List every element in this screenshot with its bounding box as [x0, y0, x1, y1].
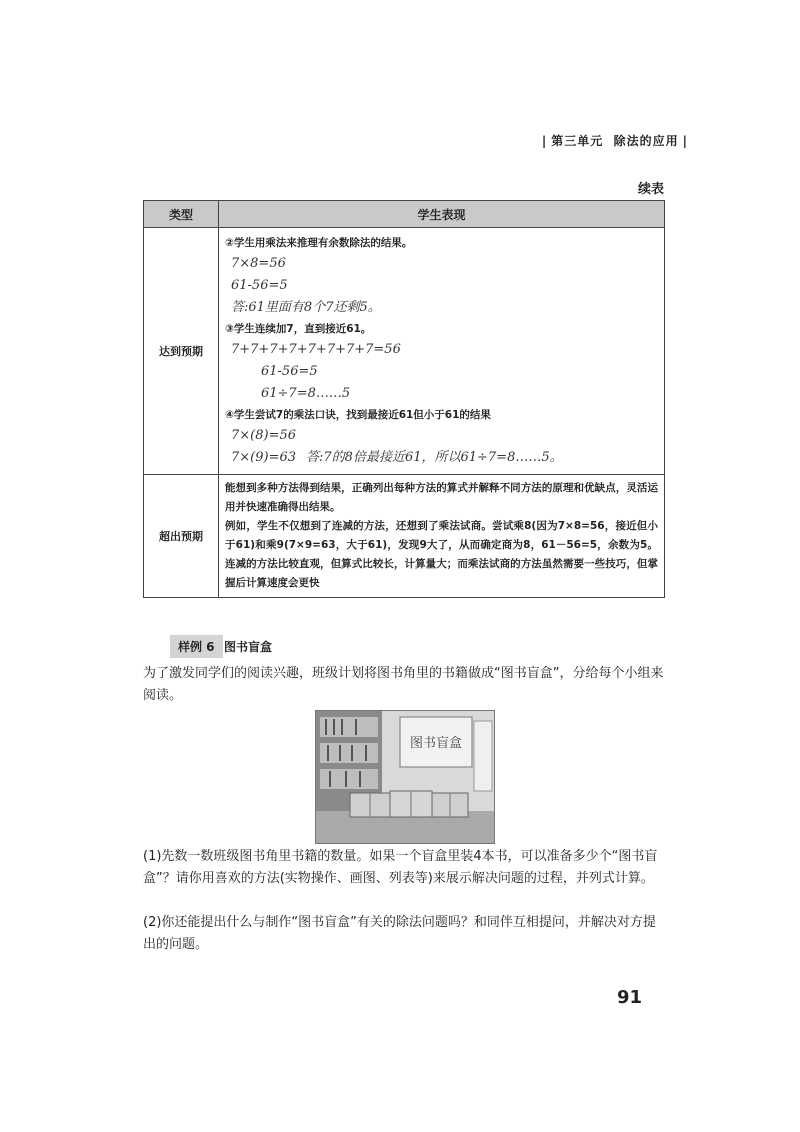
assessment-table	[143, 200, 665, 598]
header-unit: 第三单元	[551, 134, 604, 148]
performance-exceeds	[219, 475, 665, 598]
photo-sign-text: 图书盲盒	[409, 736, 463, 751]
classroom-illustration	[316, 711, 494, 843]
type-exceeds: 超出预期	[144, 475, 219, 598]
table-row-exceeds	[144, 475, 665, 598]
question-2: (2)你还能提出什么与制作“图书盲盒”有关的除法问题吗？和同伴互相提问，并解决对方提出的问题。	[143, 915, 656, 952]
running-header	[538, 132, 692, 149]
performance-meets	[219, 228, 665, 475]
item2-hand-2: 61-56=5	[231, 278, 288, 293]
sample-title: 图书盲盒	[224, 640, 273, 654]
type-meets: 达到预期	[144, 228, 219, 475]
col-header-performance: 学生表现	[219, 201, 665, 228]
exceeds-text-2: 例如，学生不仅想到了连减的方法，还想到了乘法试商。尝试乘8(因为7×8=56，接近但小于61)和乘9(7×9=63，大于61)，发现9大了，从而确定商为8，61－56=5，余数为5。连减的方法比较直观，但算式比较长，计算量大；而乘法试商的方法虽然需要一些技巧，但掌握后计算速度会更快	[225, 520, 658, 589]
table-header-row	[144, 201, 665, 228]
item4-text: ④学生尝试7的乘法口诀，找到最接近61但小于61的结果	[225, 409, 491, 421]
item4-hand-b: 7×(9)=63	[231, 450, 297, 465]
item2-hand-1: 7×8=56	[231, 256, 286, 271]
item3-hand-1: 7+7+7+7+7+7+7+7=56	[231, 342, 401, 357]
header-bar-right: |	[682, 134, 688, 148]
sample-intro: 为了激发同学们的阅读兴趣，班级计划将图书角里的书籍做成“图书盲盒”，分给每个小组来阅读。	[143, 666, 664, 703]
question-1: (1)先数一数班级图书角里书籍的数量。如果一个盲盒里装4本书，可以准备多少个“图书盲盒”？请你用喜欢的方法(实物操作、画图、列表等)来展示解决问题的过程，并列式计算。	[143, 849, 658, 886]
item3-hand-2: 61-56=5	[261, 364, 318, 379]
classroom-photo	[315, 710, 495, 844]
item2-text: ②学生用乘法来推理有余数除法的结果。	[225, 237, 413, 249]
col-header-type: 类型	[144, 201, 219, 228]
item4-hand-row	[231, 448, 652, 468]
item3-text: ③学生连续加7，直到接近61。	[225, 323, 372, 335]
table-row-meets	[144, 228, 665, 475]
exceeds-text-1: 能想到多种方法得到结果，正确列出每种方法的算式并解释不同方法的原理和优缺点，灵活运用并快速准确得出结果。	[225, 482, 658, 513]
header-chapter: 除法的应用	[613, 134, 679, 148]
header-bar-left: |	[541, 134, 548, 148]
item4-hand-a: 7×(8)=56	[231, 428, 297, 443]
sample-label: 样例 6	[170, 635, 223, 658]
item3-hand-3: 61÷7=8……5	[261, 386, 351, 401]
continued-label: 续表	[637, 182, 664, 197]
page-number: 91	[617, 987, 643, 1008]
item2-hand-3: 答:61里面有8个7还剩5。	[231, 300, 381, 315]
item4-hand-c: 答:7的8倍最接近61，所以61÷7=8……5。	[306, 450, 563, 465]
